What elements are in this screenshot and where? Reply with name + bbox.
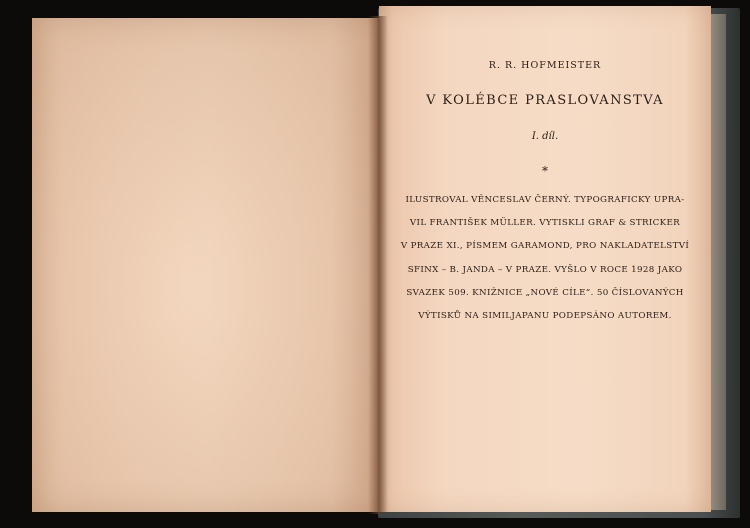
colophon-line: SVAZEK 509. KNIŽNICE „NOVÉ CÍLE“. 50 ČÍSLOVANÝCH xyxy=(406,287,684,298)
author-name: R. R. HOFMEISTER xyxy=(488,60,602,71)
book-gutter xyxy=(368,16,388,514)
colophon-line: SFINX – B. JANDA – V PRAZE. VYŠLO V ROCE 1928 JAKO xyxy=(407,264,683,275)
colophon-line: VIL FRANTIŠEK MÜLLER. VYTISKLI GRAF & STRICKER xyxy=(409,218,681,229)
book-title: V KOLÉBCE PRASLOVANSTVA xyxy=(426,93,664,108)
colophon-line: ILUSTROVAL VĚNCESLAV ČERNÝ. TYPOGRAFICKY UPRA- xyxy=(405,195,685,205)
volume-label: I. díl. xyxy=(531,131,559,142)
left-page-blank xyxy=(32,18,384,512)
colophon xyxy=(396,189,694,328)
ornament-asterisk: * xyxy=(542,164,548,178)
colophon-line: V PRAZE XI., PÍSMEM GARAMOND, PRO NAKLADATELSTVÍ xyxy=(400,241,690,252)
colophon-line: VÝTISKŮ NA SIMILJAPANU PODEPSÁNO AUTOREM. xyxy=(418,311,672,322)
